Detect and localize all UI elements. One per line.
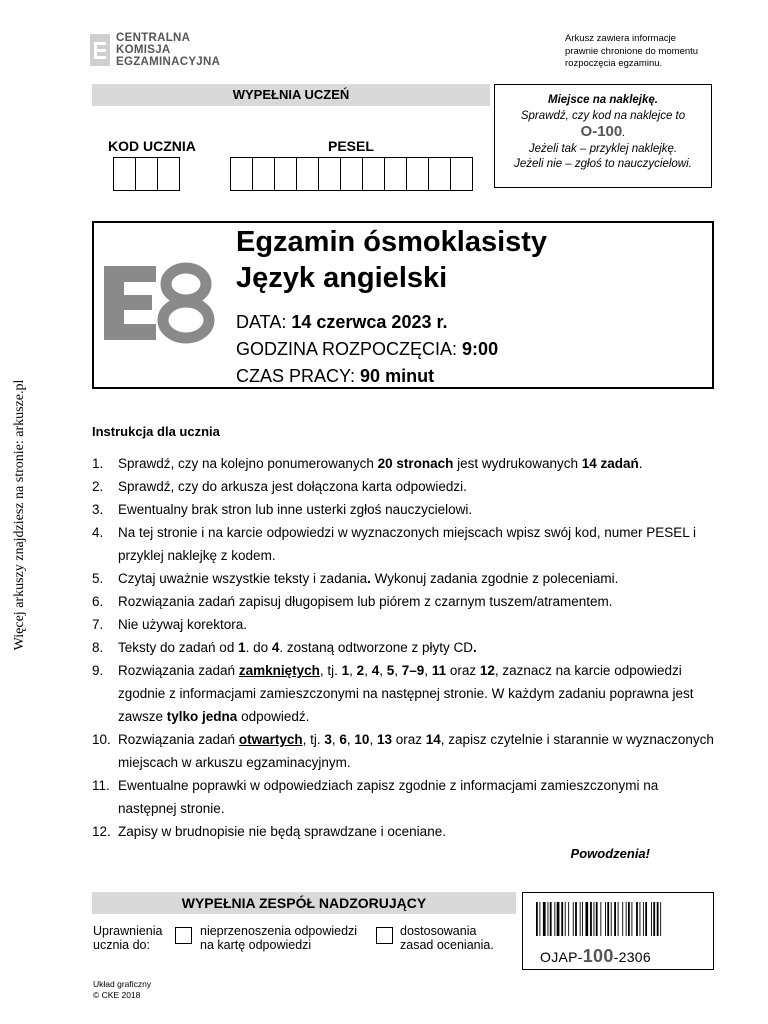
instruction-text: Nie używaj korektora. (118, 617, 248, 632)
graphic-note-line: Układ graficzny (93, 979, 152, 989)
instruction-number: 11. (92, 778, 110, 793)
instruction-number: 1. (92, 456, 104, 471)
logo-line-3: EGZAMINACYJNA (116, 56, 221, 68)
sticker-yes-instruction: Jeżeli tak – przyklej naklejkę. (528, 142, 678, 155)
exam-title (236, 224, 547, 296)
instruction-item (92, 475, 714, 498)
instruction-text: Czytaj uważnie wszystkie teksty i zadania. Wykonuj zadania zgodnie z poleceniami. (118, 571, 619, 586)
instruction-text: Teksty do zadań od 1. do 4. zostaną odtworzone z płyty CD. (118, 640, 477, 655)
date-label: DATA (236, 312, 282, 332)
sticker-code: O-100 (580, 123, 623, 140)
instructions-list (92, 452, 714, 843)
option-line: nieprzenoszenia odpowiedzi (200, 924, 358, 938)
instruction-text: Ewentualny brak stron lub inne usterki zgłoś nauczycielowi. (118, 502, 473, 517)
pesel-box[interactable] (385, 158, 407, 190)
exam-title-line-1: Egzamin ósmoklasisty (236, 226, 548, 258)
pesel-box[interactable] (363, 158, 385, 190)
instruction-item (92, 590, 714, 613)
protected-note-line: Arkusz zawiera informacje (565, 33, 676, 44)
instruction-text: Ewentualne poprawki w odpowiedziach zapisz zgodnie z informacjami zamieszczonymi na następnej stronie. (118, 778, 659, 816)
instructions-title: Instrukcja dla ucznia (92, 424, 220, 439)
exam-time-row: GODZINA ROZPOCZĘCIA: 9:00 (236, 339, 499, 359)
student-section-header: WYPEŁNIA UCZEŃ (92, 84, 490, 106)
instruction-text: Sprawdź, czy na kolejno ponumerowanych 20 stronach jest wydrukowanych 14 zadań. (118, 456, 643, 471)
protected-note-line: rozpoczęcia egzaminu. (565, 58, 663, 69)
pesel-box[interactable] (429, 158, 451, 190)
instruction-item (92, 774, 714, 820)
student-code-box[interactable] (136, 158, 158, 190)
logo-line-2: KOMISJA (116, 44, 171, 56)
pesel-box[interactable] (407, 158, 429, 190)
date-value: 14 czerwca 2023 r. (291, 312, 448, 332)
exam-duration-row: CZAS PRACY: 90 minut (236, 366, 435, 386)
pesel-label: PESEL (328, 138, 374, 154)
sticker-area[interactable] (494, 84, 712, 188)
student-code-label: KOD UCZNIA (108, 138, 196, 154)
instruction-item (92, 613, 714, 636)
instruction-number: 6. (92, 594, 104, 609)
instruction-number: 5. (92, 571, 104, 586)
instruction-item (92, 498, 714, 521)
pesel-box[interactable] (319, 158, 341, 190)
option-line: na kartę odpowiedzi (200, 938, 312, 952)
duration-label: CZAS PRACY (236, 366, 351, 386)
permissions-label-line: Uprawnienia (93, 924, 163, 938)
adjusted-grading-label (400, 924, 494, 952)
no-transfer-label (200, 924, 357, 952)
no-transfer-checkbox[interactable] (175, 927, 192, 944)
instruction-text: Sprawdź, czy do arkusza jest dołączona karta odpowiedzi. (118, 479, 467, 494)
cke-logo-icon (90, 32, 110, 68)
protected-info-note (565, 33, 698, 71)
sticker-code-suffix: . (622, 127, 626, 139)
instruction-text: Zapisy w brudnopisie nie będą sprawdzane i oceniane. (118, 824, 446, 839)
instruction-text: Rozwiązania zadań zapisuj długopisem lub piórem z czarnym tuszem/atramentem. (118, 594, 613, 609)
side-watermark: Więcej arkuszy znajdziesz na stronie: arkusze.pl (12, 379, 27, 651)
instruction-text: Rozwiązania zadań otwartych, tj. 3, 6, 10, 13 oraz 14, zapisz czytelnie i starannie w wyznaczonych miejscach w arkuszu egzaminacyjnym. (118, 732, 714, 770)
pesel-box[interactable] (451, 158, 472, 190)
pesel-box[interactable] (341, 158, 363, 190)
cke-logo (90, 32, 220, 68)
instruction-number: 8. (92, 640, 104, 655)
sticker-no-instruction: Jeżeli nie – zgłoś to nauczycielowi. (514, 158, 692, 170)
logo-line-1: CENTRALNA (116, 32, 191, 44)
instruction-item (92, 521, 714, 567)
pesel-box[interactable] (231, 158, 253, 190)
start-time-value: 9:00 (462, 339, 499, 359)
instruction-number: 9. (92, 663, 104, 678)
exam-date-row: DATA: 14 czerwca 2023 r. (236, 312, 448, 332)
sticker-instruction: Sprawdź, czy kod na naklejce to (520, 109, 686, 122)
instruction-item (92, 567, 714, 590)
pesel-box[interactable] (297, 158, 319, 190)
permissions-label-line: ucznia do: (93, 938, 150, 952)
instruction-number: 4. (92, 525, 104, 540)
instruction-item (92, 820, 714, 843)
good-luck-text: Powodzenia! (570, 846, 650, 861)
copyright-note: © CKE 2018 (93, 990, 141, 1000)
protected-note-line: prawnie chronione do momentu (565, 45, 699, 57)
sheet-code-main: 100 (582, 946, 614, 966)
barcode-icon (536, 902, 702, 936)
instruction-number: 10. (92, 732, 111, 747)
instruction-number: 7. (92, 617, 104, 632)
supervisor-section-header: WYPEŁNIA ZESPÓŁ NADZORUJĄCY (92, 892, 516, 914)
e8-badge-icon (104, 262, 216, 344)
instruction-item (92, 452, 714, 475)
instruction-item (92, 636, 714, 659)
instruction-number: 12. (92, 824, 111, 839)
instruction-text: Na tej stronie i na karcie odpowiedzi w wyznaczonych miejscach wpisz swój kod, numer PESEL i przyklej naklejkę z kodem. (118, 525, 696, 563)
student-code-box[interactable] (114, 158, 136, 190)
pesel-box[interactable] (253, 158, 275, 190)
instruction-item (92, 728, 714, 774)
instruction-number: 3. (92, 502, 104, 517)
start-time-label: GODZINA ROZPOCZĘCIA (236, 339, 453, 359)
duration-value: 90 minut (360, 366, 435, 386)
graphic-layout-note (93, 979, 151, 1001)
exam-subject: Język angielski (236, 262, 448, 294)
instruction-number: 2. (92, 479, 104, 494)
permissions-label (93, 924, 162, 952)
option-line: zasad oceniania. (400, 938, 494, 952)
student-code-box[interactable] (158, 158, 179, 190)
pesel-field[interactable] (230, 157, 473, 191)
pesel-box[interactable] (275, 158, 297, 190)
adjusted-grading-checkbox[interactable] (376, 927, 393, 944)
student-code-field[interactable] (113, 157, 180, 191)
sheet-code-prefix: OJAP- (540, 949, 583, 965)
instruction-item (92, 659, 714, 728)
logo-text (116, 32, 220, 68)
option-line: dostosowania (400, 924, 477, 938)
instruction-text: Rozwiązania zadań zamkniętych, tj. 1, 2, 4, 5, 7–9, 11 oraz 12, zaznacz na karcie odpowiedzi zgodnie z informacjami zamieszczonymi na następnej stronie. W każdym zadaniu poprawna jest zawsze tylko jedna odpowiedź. (118, 663, 694, 724)
sheet-code (540, 946, 651, 967)
sheet-code-suffix: -2306 (613, 949, 651, 965)
sticker-title: Miejsce na naklejkę. (548, 94, 658, 106)
